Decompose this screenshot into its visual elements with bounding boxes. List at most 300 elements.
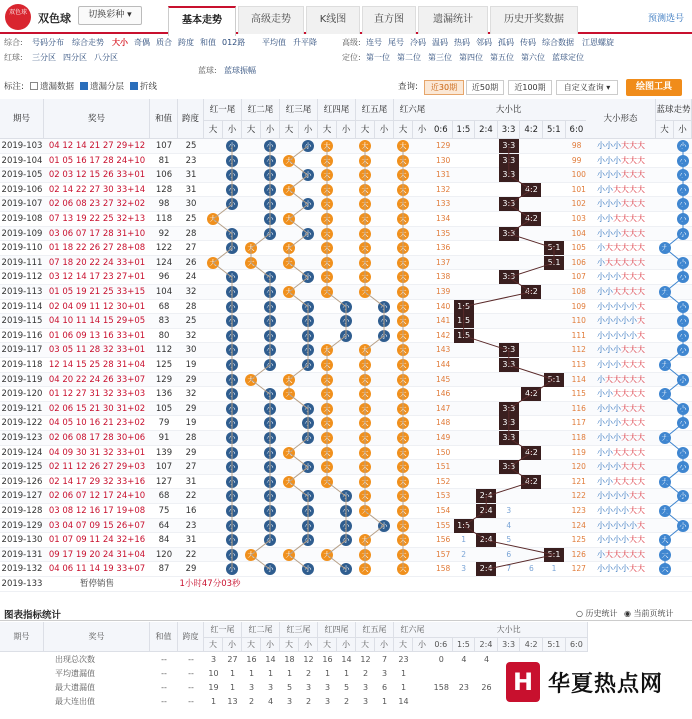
- filter-key: 高级:: [342, 38, 361, 47]
- span-cell: 25: [185, 316, 197, 327]
- sum-cell: 75: [158, 506, 170, 516]
- stats-tail-value: 1: [210, 697, 217, 706]
- tail-ball: 大: [397, 432, 409, 444]
- ratio-miss: 140: [436, 301, 451, 311]
- ratio-col-header: 2:4: [475, 121, 498, 139]
- shape-char: 小: [613, 141, 621, 150]
- stats-big-header: 大: [204, 638, 223, 652]
- shape-char: 小: [613, 520, 621, 530]
- stats-big-header: 大: [318, 638, 337, 652]
- span-cell: 24: [185, 272, 197, 283]
- switch-lottery-button[interactable]: 切换彩种 ▾: [78, 6, 142, 25]
- shape-char: 小: [605, 476, 613, 486]
- ratio-miss: 154: [436, 506, 451, 515]
- filter-row-e: [0, 64, 692, 78]
- filter-option[interactable]: 蓝球振幅: [224, 66, 256, 75]
- period-100-button[interactable]: 近100期: [508, 80, 552, 95]
- shape-char: 大: [629, 374, 637, 384]
- filter-option[interactable]: 第六位: [521, 53, 545, 62]
- ratio-miss: 114: [571, 374, 586, 384]
- shape-cell: [586, 300, 656, 314]
- shape-char: 小: [605, 316, 613, 326]
- ratio-mark: 3:3: [499, 154, 519, 168]
- tail-ball: 大: [283, 286, 295, 298]
- tail-ball: 大: [397, 447, 409, 459]
- tail-header: 红四尾: [318, 99, 356, 121]
- tail-small-header: 小: [261, 121, 280, 139]
- period-cell: 2019-125: [1, 462, 43, 473]
- tail-ball: 小: [226, 563, 238, 575]
- check-line[interactable]: [130, 77, 157, 97]
- stats-span-cell: --: [188, 697, 194, 706]
- stats-ratio-value: 26: [481, 683, 492, 692]
- filter-option[interactable]: 平均值: [262, 38, 286, 47]
- shape-char: 小: [621, 330, 629, 340]
- stats-tail-value: 1: [248, 669, 255, 678]
- ratio-miss: 124: [571, 520, 586, 530]
- stats-big-header: 大: [242, 638, 261, 652]
- stats-tail-value: 23: [398, 655, 409, 664]
- tail-ball: 小: [226, 184, 238, 196]
- shape-char: 大: [629, 403, 637, 413]
- span-cell: 25: [185, 214, 197, 224]
- ratio-mark: 5:1: [544, 241, 564, 255]
- shape-char: 大: [629, 214, 637, 223]
- shape-char: 大: [637, 374, 645, 384]
- tail-ball: 小: [226, 359, 238, 371]
- shape-char: 大: [637, 316, 645, 326]
- shape-cell: [586, 197, 656, 211]
- shape-char: 大: [621, 433, 629, 442]
- ratio-col-header: 3:3: [498, 121, 521, 139]
- period-cell: 2019-112: [1, 272, 43, 283]
- shape-char: 大: [637, 214, 645, 223]
- stats-sum-header: 和值: [150, 622, 178, 652]
- stats-small-header: 小: [261, 638, 280, 652]
- tail-ball: 大: [397, 388, 409, 400]
- tab-advanced-trend[interactable]: 高级走势: [238, 6, 304, 34]
- shape-char: 大: [637, 447, 645, 457]
- period-cell: 2019-120: [1, 389, 43, 400]
- filter-option[interactable]: 质合: [156, 38, 172, 47]
- check-layer[interactable]: [80, 77, 124, 97]
- filter-key: 综合:: [4, 38, 23, 47]
- tail-big-header: 大: [280, 121, 299, 139]
- shape-char: 小: [613, 491, 621, 501]
- tail-ball: 大: [397, 505, 409, 517]
- filter-option[interactable]: 升平降: [293, 38, 317, 47]
- tab-kline[interactable]: K线图: [306, 6, 360, 34]
- ratio-miss: 99: [571, 155, 582, 165]
- span-cell: 16: [185, 506, 197, 516]
- span-cell: 29: [185, 374, 197, 385]
- stats-sum-cell: --: [161, 697, 167, 706]
- ratio-miss: 135: [436, 228, 451, 238]
- stats-tail-value: 1: [324, 669, 331, 678]
- shape-char: 大: [637, 389, 645, 399]
- number-cell: 03 05 11 28 32 33+01: [48, 345, 146, 356]
- ratio-miss: 113: [571, 360, 586, 369]
- radio-current[interactable]: ◉ 当前页统计: [624, 609, 674, 618]
- tail-ball: 小: [226, 330, 238, 342]
- shape-char: 大: [637, 520, 645, 530]
- predict-link[interactable]: 预测选号: [647, 14, 684, 24]
- ratio-header: 大小比: [430, 99, 588, 121]
- tail-small-header: 小: [413, 121, 432, 139]
- stats-tail-value: 4: [267, 697, 274, 706]
- stats-ratio-value: 0: [438, 655, 444, 664]
- shape-char: 大: [613, 184, 621, 194]
- number-cell: 02 06 08 23 27 32+02: [48, 199, 146, 210]
- tail-ball: 大: [321, 549, 333, 561]
- sum-cell: 81: [158, 155, 170, 166]
- shape-char: 小: [605, 155, 613, 165]
- ratio-mark: 3:3: [499, 168, 519, 182]
- tail-ball: 小: [340, 534, 352, 546]
- tail-ball: 大: [397, 330, 409, 342]
- shape-cell: [586, 504, 656, 518]
- tail-ball: 小: [264, 563, 276, 575]
- shape-char: 小: [613, 330, 621, 340]
- shape-char: 大: [637, 272, 645, 282]
- stats-tail-value: 3: [362, 697, 369, 706]
- sum-cell: 68: [158, 301, 170, 312]
- ratio-miss: 107: [571, 272, 586, 282]
- tail-big-header: 大: [204, 121, 223, 139]
- filter-option[interactable]: 综合数据: [542, 38, 574, 47]
- shape-char: 小: [629, 301, 637, 311]
- period-cell: 2019-128: [1, 506, 43, 516]
- period-cell: 2019-104: [1, 155, 43, 166]
- ratio-mark: 3:3: [499, 139, 519, 153]
- tail-ball: 小: [226, 315, 238, 327]
- ratio-miss: 3: [461, 564, 466, 574]
- shape-char: 大: [621, 199, 629, 209]
- ratio-miss: 115: [571, 389, 586, 399]
- tail-ball: 小: [264, 388, 276, 400]
- watermark-text: 华夏热点网: [548, 672, 664, 697]
- shape-char: 大: [629, 257, 637, 267]
- shape-char: 大: [621, 141, 629, 150]
- shape-char: 小: [621, 301, 629, 311]
- tail-ball: 小: [226, 155, 238, 167]
- radio-label: 当前页统计: [633, 609, 674, 618]
- ratio-miss: 111: [571, 330, 586, 340]
- sum-header: 和值: [150, 99, 178, 139]
- tail-ball: 大: [397, 344, 409, 356]
- shape-cell: [586, 183, 656, 197]
- stats-tail-value: 1: [229, 683, 236, 692]
- custom-query-dropdown[interactable]: 自定义查询 ▾: [556, 80, 618, 95]
- ratio-miss: 136: [436, 243, 451, 253]
- shape-char: 小: [597, 345, 605, 355]
- tab-missing-stats[interactable]: 遗漏统计: [418, 6, 488, 34]
- filter-option[interactable]: 三分区: [32, 53, 56, 62]
- ratio-miss: 145: [436, 374, 451, 384]
- shape-char: 小: [613, 535, 621, 545]
- stats-ratio-value: 158: [433, 683, 449, 692]
- table-row: [0, 329, 692, 344]
- shape-char: 小: [597, 272, 605, 282]
- table-row: [0, 519, 692, 534]
- shape-char: 小: [605, 214, 613, 223]
- tail-ball: 小: [226, 505, 238, 517]
- pending-row: [0, 577, 692, 592]
- span-cell: 22: [185, 549, 197, 560]
- filter-option[interactable]: 连号: [366, 38, 382, 47]
- ratio-miss: 137: [436, 257, 451, 267]
- shape-char: 小: [621, 506, 629, 515]
- period-cell: 2019-110: [1, 243, 43, 254]
- shape-char: 小: [613, 155, 621, 165]
- tail-ball: 小: [264, 315, 276, 327]
- span-cell: 23: [185, 155, 197, 166]
- shape-char: 小: [621, 491, 629, 501]
- ratio-miss: 120: [571, 462, 586, 472]
- shape-char: 大: [637, 564, 645, 574]
- shape-char: 小: [597, 170, 605, 180]
- ratio-miss: 5: [506, 535, 512, 545]
- shape-cell: [586, 489, 656, 503]
- tail-ball: 小: [340, 520, 352, 532]
- shape-cell: [586, 285, 656, 299]
- stats-ratio-value: [430, 695, 453, 709]
- tail-ball: 大: [283, 549, 295, 561]
- shape-char: 小: [613, 360, 621, 369]
- tail-ball: 大: [321, 403, 333, 415]
- period-cell: 2019-129: [1, 520, 43, 531]
- shape-cell: [586, 343, 656, 357]
- filter-option[interactable]: 热码: [454, 38, 470, 47]
- ratio-miss: 150: [436, 447, 451, 457]
- tail-ball: 小: [264, 447, 276, 459]
- tail-ball: 小: [378, 330, 390, 342]
- shape-cell: [586, 562, 656, 576]
- period-cell: 2019-108: [1, 214, 43, 224]
- stats-tail-value: 2: [248, 697, 255, 706]
- filter-option[interactable]: 奇偶: [134, 38, 150, 47]
- check-label: 折线: [140, 82, 158, 92]
- number-cell: 07 18 20 22 24 33+01: [48, 257, 146, 268]
- period-50-button[interactable]: 近50期: [466, 80, 504, 95]
- tail-ball: 大: [397, 242, 409, 254]
- stats-ratio-col: 4:2: [520, 638, 543, 652]
- ratio-miss: 112: [571, 345, 586, 355]
- tail-ball: 大: [359, 403, 371, 415]
- stats-tail-value: 1: [229, 669, 236, 678]
- stats-tail-header: 红四尾: [318, 622, 356, 638]
- number-cell: 01 12 27 31 32 33+03: [48, 389, 146, 400]
- number-cell: 02 11 12 26 27 29+03: [48, 462, 146, 473]
- tail-ball: 大: [397, 213, 409, 225]
- tail-header: 红二尾: [242, 99, 280, 121]
- filter-option[interactable]: 尾号: [388, 38, 404, 47]
- shape-char: 小: [605, 301, 613, 311]
- filter-option[interactable]: 温码: [432, 38, 448, 47]
- tail-big-header: 大: [356, 121, 375, 139]
- filter-option[interactable]: 012路: [222, 38, 246, 47]
- shape-char: 小: [621, 564, 629, 574]
- filter-option[interactable]: 跨度: [178, 38, 194, 47]
- shape-char: 小: [605, 564, 613, 574]
- check-label: 遗漏分层: [90, 82, 125, 92]
- number-cell: 03 12 14 17 23 27+01: [48, 272, 146, 283]
- shape-char: 大: [629, 433, 637, 442]
- stats-small-header: 小: [337, 638, 356, 652]
- period-cell: 2019-121: [1, 403, 43, 414]
- shape-char: 大: [613, 257, 621, 267]
- tab-history-data[interactable]: 历史开奖数据: [490, 6, 578, 34]
- filter-option[interactable]: 蓝球定位: [552, 53, 584, 62]
- shape-char: 小: [597, 301, 605, 311]
- span-cell: 31: [185, 184, 197, 195]
- blue-ball: 大: [659, 359, 671, 371]
- stats-tail-value: 2: [305, 669, 312, 678]
- tail-ball: 小: [226, 417, 238, 429]
- filter-option[interactable]: 江恩螺旋: [582, 38, 614, 47]
- blue-ball: 大: [659, 432, 671, 444]
- tail-header: 红一尾: [204, 99, 242, 121]
- tail-ball: 小: [226, 490, 238, 502]
- tail-ball: 大: [397, 315, 409, 327]
- checkbox-icon[interactable]: [30, 82, 38, 90]
- tail-ball: 大: [321, 228, 333, 240]
- tail-ball: 大: [321, 359, 333, 371]
- ratio-miss: 156: [436, 535, 451, 545]
- tail-ball: 大: [359, 155, 371, 167]
- stats-sum-cell: --: [161, 655, 167, 664]
- tail-ball: 大: [321, 271, 333, 283]
- tail-ball: 小: [302, 432, 314, 444]
- table-row: [0, 460, 692, 475]
- filter-option[interactable]: 第二位: [397, 53, 421, 62]
- draw-tool-button[interactable]: 绘图工具: [626, 79, 682, 96]
- ratio-mark: 3:3: [499, 416, 519, 430]
- sum-cell: 91: [158, 433, 170, 443]
- stats-small-header: 小: [299, 638, 318, 652]
- tail-ball: 小: [226, 388, 238, 400]
- tail-ball: 大: [359, 228, 371, 240]
- ratio-miss: 116: [571, 403, 586, 413]
- tab-basic-trend[interactable]: 基本走势: [168, 6, 236, 36]
- tail-ball: 小: [264, 520, 276, 532]
- stats-tail-value: 14: [398, 697, 409, 706]
- shape-char: 小: [597, 287, 605, 296]
- filter-option[interactable]: 第三位: [428, 53, 452, 62]
- filter-option[interactable]: 八分区: [94, 53, 118, 62]
- shape-char: 大: [629, 418, 637, 428]
- radio-history[interactable]: ○ 历史统计: [576, 609, 618, 618]
- blue-ball: 大: [659, 388, 671, 400]
- tail-ball: 大: [359, 286, 371, 298]
- ratio-miss: 110: [571, 316, 586, 326]
- blue-ball: 小: [677, 447, 689, 459]
- shape-cell: [586, 387, 656, 401]
- sum-cell: 125: [155, 360, 173, 370]
- ratio-miss: 6: [506, 549, 512, 559]
- stats-ratio-col: 1:5: [453, 638, 476, 652]
- ratio-mark: 4:2: [521, 285, 541, 299]
- stats-row-label: 平均遗漏值: [55, 669, 95, 678]
- shape-char: 大: [621, 287, 629, 296]
- tail-ball: 大: [397, 198, 409, 210]
- tail-ball: 小: [226, 520, 238, 532]
- stats-big-header: 大: [280, 638, 299, 652]
- ratio-miss: 2: [461, 549, 466, 559]
- ratio-miss: 121: [571, 476, 586, 486]
- filter-option[interactable]: 冷码: [410, 38, 426, 47]
- filter-option[interactable]: 第四位: [459, 53, 483, 62]
- period-30-button[interactable]: 近30期: [424, 80, 464, 95]
- sum-cell: 107: [155, 141, 173, 151]
- stats-tail-value: 18: [284, 655, 295, 664]
- checkbox-checked-icon[interactable]: [80, 82, 88, 90]
- stats-tail-value: 1: [400, 683, 407, 692]
- period-cell: 2019-115: [1, 316, 43, 327]
- tail-header: 红六尾: [394, 99, 432, 121]
- shape-char: 大: [613, 476, 621, 486]
- filter-option[interactable]: 大小: [112, 38, 128, 47]
- table-row: [0, 446, 692, 461]
- ratio-miss: 126: [571, 549, 586, 559]
- check-missing[interactable]: [30, 77, 74, 97]
- filter-option[interactable]: 四分区: [63, 53, 87, 62]
- sum-cell: 64: [158, 520, 170, 531]
- blue-ball: 小: [677, 257, 689, 269]
- blue-ball: 小: [677, 155, 689, 167]
- tail-ball: 大: [321, 155, 333, 167]
- tail-ball: 小: [264, 198, 276, 210]
- filter-option[interactable]: 第一位: [366, 53, 390, 62]
- shape-char: 大: [605, 257, 613, 267]
- filter-option[interactable]: 传码: [520, 38, 536, 47]
- blue-ball: 小: [677, 271, 689, 283]
- filter-option[interactable]: 号码分布: [32, 38, 64, 47]
- span-cell: 19: [185, 418, 197, 429]
- shape-char: 小: [597, 506, 605, 515]
- tail-big-header: 大: [242, 121, 261, 139]
- ratio-miss: 146: [436, 389, 451, 399]
- shape-char: 大: [629, 360, 637, 369]
- stats-tail-value: 1: [286, 669, 293, 678]
- stats-small-header: 小: [375, 638, 394, 652]
- filter-option[interactable]: 第五位: [490, 53, 514, 62]
- shape-char: 大: [621, 389, 629, 399]
- shape-char: 小: [613, 345, 621, 355]
- filter-option[interactable]: 孤码: [498, 38, 514, 47]
- filter-option[interactable]: 邻码: [476, 38, 492, 47]
- shape-char: 小: [613, 199, 621, 209]
- tail-ball: 大: [245, 374, 257, 386]
- table-row: [0, 373, 692, 388]
- tail-ball: 小: [264, 417, 276, 429]
- shape-char: 大: [621, 549, 629, 559]
- tail-ball: 大: [321, 169, 333, 181]
- checkbox-checked-icon[interactable]: [130, 82, 138, 90]
- number-cell: 01 05 19 21 25 33+15: [48, 287, 146, 297]
- tail-big-header: 大: [394, 121, 413, 139]
- filter-option[interactable]: 综合走势: [72, 38, 104, 47]
- ratio-miss: 127: [571, 564, 586, 574]
- tab-histogram[interactable]: 直方图: [362, 6, 416, 34]
- tail-ball: 大: [359, 359, 371, 371]
- table-row: [0, 197, 692, 212]
- tail-ball: 大: [397, 228, 409, 240]
- tail-ball: 大: [359, 563, 371, 575]
- shape-char: 大: [637, 243, 645, 253]
- filter-option[interactable]: 和值: [200, 38, 216, 47]
- shape-char: 小: [605, 535, 613, 545]
